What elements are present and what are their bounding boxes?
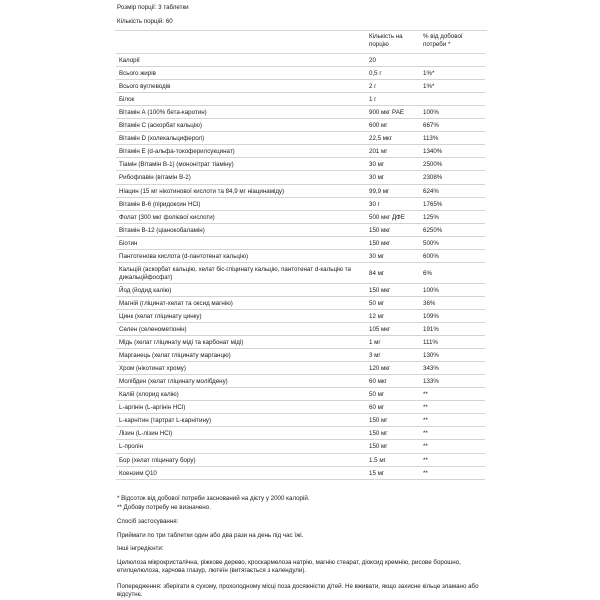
row-divider [116,210,485,211]
nutrient-amount: 50 мг [369,300,385,307]
nutrient-name: Пантотенова кислота (d-пантотенат кальцію) [119,253,249,260]
nutrient-name: Цинк (хелат гліцинату цинку) [119,313,202,320]
nutrient-daily-value: 2500% [423,161,443,168]
row-divider [116,66,485,67]
warning-text: Попередження: зберігати в сухому, прохолодному місці поза досяжністю дітей. Не вживати, якщо захисне кільце зламано або відсутнє. [117,583,479,598]
nutrient-name: Магній (гліцинат-хелат та оксид магнію) [119,300,233,307]
nutrient-amount: 60 мкг [369,378,387,385]
row-divider [116,170,485,171]
row-divider [116,335,485,336]
nutrient-daily-value: 109% [423,313,439,320]
nutrient-name: Хром (нікотинат хрому) [119,365,186,372]
nutrient-amount: 150 мг [369,443,388,450]
nutrient-name: Всього жирів [119,70,156,77]
ingredients-title: Інші інгредієнти: [117,545,164,552]
nutrient-daily-value: 624% [423,188,439,195]
row-divider [116,53,485,54]
servings-count: Кількість порцій: 60 [117,18,173,25]
nutrient-daily-value: 600% [423,253,439,260]
nutrient-daily-value: ** [423,391,428,398]
row-divider [116,236,485,237]
nutrient-daily-value: ** [423,470,428,477]
nutrient-name: L-аргінін (L-аргінін HCl) [119,404,186,411]
nutrient-amount: 20 [369,57,376,64]
nutrient-amount: 150 мкг [369,240,391,247]
nutrient-daily-value: 6250% [423,227,443,234]
nutrient-daily-value: 191% [423,326,439,333]
row-divider [116,374,485,375]
nutrient-daily-value: ** [423,404,428,411]
nutrient-daily-value: 111% [423,339,438,346]
row-divider [116,131,485,132]
nutrient-name: Калорії [119,57,140,64]
row-divider [116,453,485,454]
nutrient-daily-value: 1%* [423,70,435,77]
nutrient-amount: 30 мг [369,161,385,168]
row-divider [116,309,485,310]
nutrient-amount: 900 мкг РАЕ [369,109,404,116]
nutrient-name: L-карнітин (тартрат L-карнітину) [119,417,212,424]
ingredients-text: Целюлоза мікрокристалічна, ріжкове дерево, кроскармелоза натрію, магнію стеарат, діоксид кремнію, рисове борошно, етилцелюлоза, харчова глазур, лютеїн (витягається з календули). [117,559,461,574]
table-bottom-divider [116,479,485,480]
nutrient-name: Біотин [119,240,138,247]
row-divider [116,387,485,388]
nutrient-name: Мідь (хелат гліцинату міді та карбонат міді) [119,339,244,346]
row-divider [116,184,485,185]
nutrient-name: Рибофлавін (вітамін В-2) [119,174,191,181]
footnote-daily-value: * Відсоток від добової потреби заснований на дієту у 2000 калорій. [117,495,310,502]
nutrient-name: Калій (хлорид калію) [119,391,179,398]
row-divider [116,118,485,119]
nutrient-name: Білок [119,96,135,103]
nutrient-amount: 150 мкг [369,287,391,294]
row-divider [116,157,485,158]
nutrient-amount: 60 мг [369,404,385,411]
row-divider [116,249,485,250]
nutrient-amount: 201 мг [369,148,388,155]
nutrient-amount: 15 мг [369,470,385,477]
nutrient-daily-value: 125% [423,214,439,221]
nutrient-daily-value: 6% [423,270,432,277]
table-top-divider [115,30,487,31]
row-divider [116,426,485,427]
nutrient-name: L-пролін [119,443,144,450]
nutrient-daily-value: 133% [423,378,439,385]
row-divider [116,283,485,284]
nutrient-name: Коензим Q10 [119,470,157,477]
nutrient-name: Ніацин (15 мг нікотинової кислоти та 84,9 мг ніацинаміду) [119,188,285,195]
nutrient-amount: 150 мкг [369,227,391,234]
nutrient-amount: 30 мг [369,174,385,181]
nutrient-amount: 12 мг [369,313,385,320]
nutrient-daily-value: 1340% [423,148,443,155]
nutrient-amount: 600 мг [369,122,388,129]
row-divider [116,361,485,362]
nutrient-name: Вітамін Е (d-альфа-токоферилсукцинат) [119,148,235,155]
nutrient-amount: 150 мг [369,430,388,437]
nutrient-amount: 22,5 мкг [369,135,392,142]
row-divider [116,413,485,414]
nutrient-daily-value: 2308% [423,174,443,181]
nutrient-name: Селен (селенометіонін) [119,326,187,333]
nutrient-name: Лізин (L-лізин HCl) [119,430,173,437]
row-divider [116,197,485,198]
nutrient-name: Вітамін С (аскорбат кальцію) [119,122,202,129]
row-divider [116,79,485,80]
nutrient-daily-value: 1765% [423,201,443,208]
nutrient-daily-value: 113% [423,135,439,142]
nutrient-name: Вітамін В-6 (піридоксин HCl) [119,201,201,208]
row-divider [116,466,485,467]
nutrient-name: Молібден (хелат гліцинату молібдену) [119,378,228,385]
nutrient-daily-value: 36% [423,300,436,307]
nutrient-name: Марганець (хелат гліцинату марганцю) [119,352,231,359]
nutrient-amount: 30 мг [369,253,385,260]
nutrient-daily-value: 500% [423,240,439,247]
usage-text: Приймати по три таблетки один або два рази на день під час їжі. [117,532,304,539]
nutrient-amount: 50 мг [369,391,385,398]
nutrient-daily-value: 1%* [423,83,435,90]
nutrient-amount: 120 мкг [369,365,391,372]
nutrient-name: Кальцій (аскорбат кальцію, хелат біс-гліцинату кальцію, пантотенат d-кальцію та дикальційфосфат) [119,266,351,281]
nutrient-daily-value: 100% [423,109,439,116]
row-divider [116,92,485,93]
nutrient-name: Йод (йодид калію) [119,287,172,294]
nutrient-amount: 3 мг [369,352,381,359]
nutrient-name: Вітамін А (100% бета-каротин) [119,109,207,116]
nutrient-name: Бор (хелат гліцинату бору) [119,457,196,464]
row-divider [116,105,485,106]
nutrient-daily-value: 100% [423,287,439,294]
nutrient-name: Всього вуглеводів [119,83,171,90]
amount-column-header: Кількість на порцію [369,33,403,48]
nutrient-amount: 1 г [369,96,377,103]
nutrient-amount: 150 мг [369,417,388,424]
nutrient-amount: 1.5 мг [369,457,386,464]
nutrient-daily-value: ** [423,457,428,464]
nutrient-daily-value: 130% [423,352,439,359]
serving-size: Розмір порції: 3 таблетки [117,4,189,11]
row-divider [116,322,485,323]
daily-value-column-header: % від добової потреби * [423,33,463,48]
nutrient-amount: 0,5 г [369,70,382,77]
nutrient-daily-value: ** [423,430,428,437]
row-divider [116,439,485,440]
nutrient-daily-value: 343% [423,365,439,372]
nutrient-amount: 500 мкг ДФЕ [369,214,405,221]
row-divider [116,348,485,349]
nutrient-amount: 105 мкг [369,326,391,333]
footnote-not-established: ** Добову потребу не визначено. [117,504,211,511]
nutrient-name: Вітамін В-12 (ціанокобаламін) [119,227,205,234]
usage-title: Спосіб застосування: [117,518,179,525]
nutrient-daily-value: ** [423,443,428,450]
row-divider [116,296,485,297]
nutrient-amount: 84 мг [369,270,385,277]
nutrient-name: Фолат (300 мкг фолієвої кислоти) [119,214,215,221]
nutrient-name: Вітамін D (холекальциферол) [119,135,205,142]
nutrient-daily-value: ** [423,417,428,424]
row-divider [116,144,485,145]
nutrient-daily-value: 667% [423,122,439,129]
nutrient-amount: 2 г [369,83,377,90]
nutrient-amount: 30 г [369,201,380,208]
row-divider [116,262,485,263]
nutrient-amount: 99,9 мг [369,188,390,195]
nutrient-name: Тіамін (Вітамін В-1) (мононітрат тіаміну) [119,161,234,168]
row-divider [116,400,485,401]
nutrient-amount: 1 мг [369,339,381,346]
row-divider [116,223,485,224]
